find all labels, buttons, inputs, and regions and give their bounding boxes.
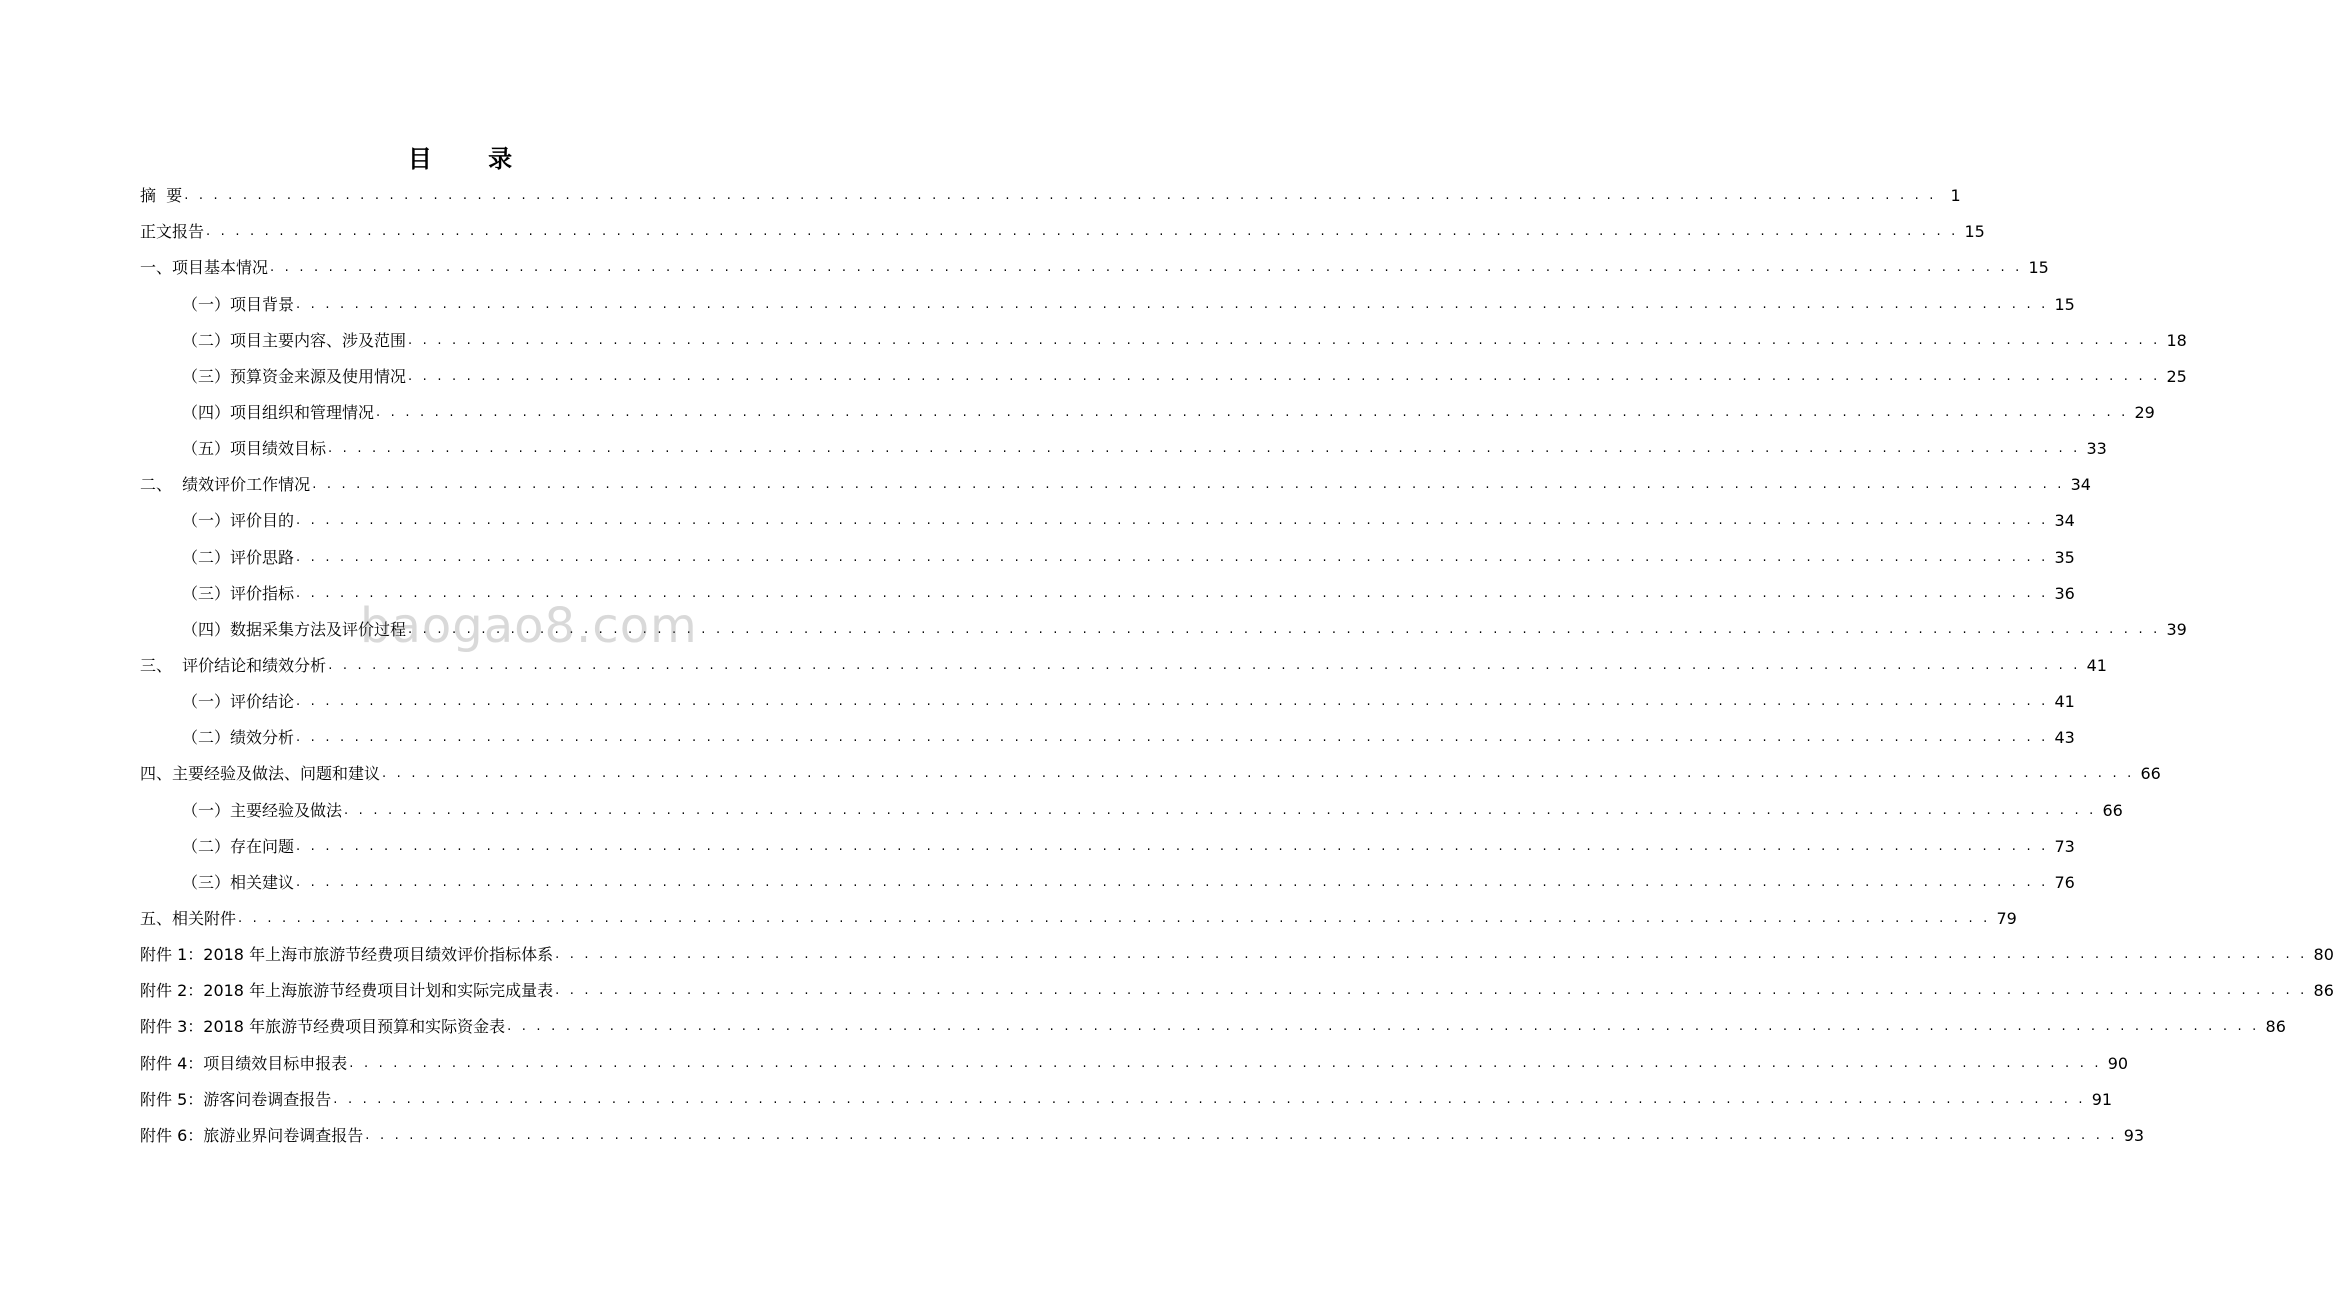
toc-entry[interactable]	[140, 784, 2123, 820]
toc-entry-page-number: 90	[2107, 1053, 2129, 1073]
toc-leader-dots: . . . . . . . . . . . . . . . . . . . . . . . . . . . . . . . . . . . . . . . . . . . . . . . . . . . . . . . . . . . . . . . . . . . . . . . . . . . . . . . . . . . . . . . . . . . . . . . . . . . . . . . . . . . . . . . . . . . . . . . .	[312, 477, 2065, 493]
toc-entry-label: （三）评价指标	[182, 583, 295, 603]
toc-entry-label: （一）项目背景	[182, 294, 295, 314]
toc-entry-label: （四）项目组织和管理情况	[182, 402, 375, 422]
toc-entry-page-number: 80	[2313, 945, 2334, 965]
toc-leader-dots: . . . . . . . . . . . . . . . . . . . . . . . . . . . . . . . . . . . . . . . . . . . . . . . . . . . . . . . . . . . . . . . . . . . . . . . . . . . . . . . . . . . . . . . . . . . . . . . . . . . . . . . . . . . . . . . . . . . . . . . .	[296, 730, 2049, 746]
toc-entry[interactable]	[140, 495, 2075, 531]
toc-entry-label: （二）绩效分析	[182, 728, 295, 748]
toc-leader-dots: . . . . . . . . . . . . . . . . . . . . . . . . . . . . . . . . . . . . . . . . . . . . . . . . . . . . . . . . . . . . . . . . . . . . . . . . . . . . . . . . . . . . . . . . . . . . . . . . . . . . . . . . . . . . . . . . . . . . . . . .	[408, 621, 2161, 637]
toc-entry-page-number: 86	[2265, 1017, 2286, 1037]
toc-entry[interactable]	[140, 1110, 2145, 1146]
toc-entry[interactable]	[140, 459, 2091, 495]
toc-entry-page-number: 1	[1950, 186, 1961, 206]
toc-leader-dots: . . . . . . . . . . . . . . . . . . . . . . . . . . . . . . . . . . . . . . . . . . . . . . . . . . . . . . . . . . . . . . . . . . . . . . . . . . . . . . . . . . . . . . . . . . . . . . . . . . . . . . . . . . . . . . . . . . . . . . . .	[328, 657, 2081, 673]
toc-entry-page-number: 15	[2054, 294, 2075, 314]
toc-entry-page-number: 41	[2086, 655, 2107, 675]
toc-entry[interactable]	[140, 604, 2187, 640]
toc-entry-label: （三）预算资金来源及使用情况	[182, 366, 407, 386]
toc-entry[interactable]	[140, 821, 2075, 857]
toc-entry-page-number: 73	[2054, 836, 2075, 856]
toc-entry[interactable]	[140, 929, 2334, 965]
toc-leader-dots: . . . . . . . . . . . . . . . . . . . . . . . . . . . . . . . . . . . . . . . . . . . . . . . . . . . . . . . . . . . . . . . . . . . . . . . . . . . . . . . . . . . . . . . . . . . . . . . . . . . . . . . . . . . . . . . . . . . . . . . .	[408, 368, 2161, 384]
toc-entry-label: 五、相关附件	[140, 908, 237, 928]
toc-entry[interactable]	[140, 1001, 2286, 1037]
toc-entry-page-number: 93	[2123, 1125, 2145, 1145]
toc-leader-dots: . . . . . . . . . . . . . . . . . . . . . . . . . . . . . . . . . . . . . . . . . . . . . . . . . . . . . . . . . . . . . . . . . . . . . . . . . . . . . . . . . . . . . . . . . . . . . . . . . . . . . . . . . . . . . . . . . . . . . . . .	[238, 910, 1991, 926]
toc-entry-page-number: 76	[2054, 872, 2075, 892]
toc-entry-page-number: 79	[1996, 908, 2017, 928]
toc-leader-dots: . . . . . . . . . . . . . . . . . . . . . . . . . . . . . . . . . . . . . . . . . . . . . . . . . . . . . . . . . . . . . . . . . . . . . . . . . . . . . . . . . . . . . . . . . . . . . . . . . . . . . . . . . . . . . . . . . . . . . . . .	[270, 260, 2023, 276]
toc-entry[interactable]	[140, 278, 2075, 314]
toc-entry[interactable]	[140, 965, 2334, 1001]
toc-leader-dots: . . . . . . . . . . . . . . . . . . . . . . . . . . . . . . . . . . . . . . . . . . . . . . . . . . . . . . . . . . . . . . . . . . . . . . . . . . . . . . . . . . . . . . . . . . . . . . . . . . . . . . . . . . . . . . . . . . . . . . . .	[296, 296, 2049, 312]
toc-entry[interactable]	[140, 640, 2107, 676]
toc-entry[interactable]	[140, 748, 2161, 784]
toc-leader-dots: . . . . . . . . . . . . . . . . . . . . . . . . . . . . . . . . . . . . . . . . . . . . . . . . . . . . . . . . . . . . . . . . . . . . . . . . . . . . . . . . . . . . . . . . . . . . . . . . . . . . . . . . . . . . . . . . . . . . . . . .	[555, 983, 2308, 999]
toc-entry-page-number: 33	[2086, 439, 2107, 459]
toc-entry-label: （二）存在问题	[182, 836, 295, 856]
toc-entry-page-number: 36	[2054, 583, 2075, 603]
toc-entry-label: 附件 6：旅游业界问卷调查报告	[140, 1125, 364, 1145]
toc-leader-dots: . . . . . . . . . . . . . . . . . . . . . . . . . . . . . . . . . . . . . . . . . . . . . . . . . . . . . . . . . . . . . . . . . . . . . . . . . . . . . . . . . . . . . . . . . . . . . . . . . . . . . . . . . . . . . . . . . . . . . . . .	[349, 1055, 2102, 1071]
toc-entry-page-number: 39	[2166, 619, 2187, 639]
toc-leader-dots: . . . . . . . . . . . . . . . . . . . . . . . . . . . . . . . . . . . . . . . . . . . . . . . . . . . . . . . . . . . . . . . . . . . . . . . . . . . . . . . . . . . . . . . . . . . . . . . . . . . . . . . . . . . . . . . . . . . . . . . .	[408, 332, 2161, 348]
toc-leader-dots: . . . . . . . . . . . . . . . . . . . . . . . . . . . . . . . . . . . . . . . . . . . . . . . . . . . . . . . . . . . . . . . . . . . . . . . . . . . . . . . . . . . . . . . . . . . . . . . . . . . . . . . . . . . . . . . . . . . . . . . .	[507, 1019, 2260, 1035]
table-of-contents	[140, 170, 2334, 1146]
toc-entry-label: （二）评价思路	[182, 547, 295, 567]
toc-entry-page-number: 34	[2070, 475, 2091, 495]
toc-entry[interactable]	[140, 423, 2107, 459]
toc-leader-dots: . . . . . . . . . . . . . . . . . . . . . . . . . . . . . . . . . . . . . . . . . . . . . . . . . . . . . . . . . . . . . . . . . . . . . . . . . . . . . . . . . . . . . . . . . . . . . . . . . . . . . . . . . . . . . . . . . . . . . . . .	[382, 766, 2135, 782]
toc-entry-page-number: 66	[2140, 764, 2161, 784]
toc-leader-dots: . . . . . . . . . . . . . . . . . . . . . . . . . . . . . . . . . . . . . . . . . . . . . . . . . . . . . . . . . . . . . . . . . . . . . . . . . . . . . . . . . . . . . . . . . . . . . . . . . . . . . . . . . . . . . . . . . . . . . . . .	[296, 694, 2049, 710]
toc-entry-page-number: 91	[2091, 1089, 2113, 1109]
toc-entry-label: 二、 绩效评价工作情况	[140, 475, 311, 495]
toc-entry-label: 三、 评价结论和绩效分析	[140, 655, 327, 675]
toc-entry-page-number: 15	[1964, 222, 1985, 242]
toc-entry-label: 附件 1：2018 年上海市旅游节经费项目绩效评价指标体系	[140, 945, 554, 965]
toc-leader-dots: . . . . . . . . . . . . . . . . . . . . . . . . . . . . . . . . . . . . . . . . . . . . . . . . . . . . . . . . . . . . . . . . . . . . . . . . . . . . . . . . . . . . . . . . . . . . . . . . . . . . . . . . . . . . . . . . . . . . . . . .	[555, 947, 2308, 963]
toc-entry[interactable]	[140, 857, 2075, 893]
toc-entry[interactable]	[140, 387, 2155, 423]
toc-leader-dots: . . . . . . . . . . . . . . . . . . . . . . . . . . . . . . . . . . . . . . . . . . . . . . . . . . . . . . . . . . . . . . . . . . . . . . . . . . . . . . . . . . . . . . . . . . . . . . . . . . . . . . . . . . . . . . . . . . . . . . . .	[296, 549, 2049, 565]
toc-entry[interactable]	[140, 1037, 2129, 1073]
toc-entry-label: 附件 3：2018 年旅游节经费项目预算和实际资金表	[140, 1017, 506, 1037]
watermark: baogao8.com	[360, 598, 698, 654]
toc-leader-dots: . . . . . . . . . . . . . . . . . . . . . . . . . . . . . . . . . . . . . . . . . . . . . . . . . . . . . . . . . . . . . . . . . . . . . . . . . . . . . . . . . . . . . . . . . . . . . . . . . . . . . . . . . . . . . . . . . . . . . . . .	[328, 441, 2081, 457]
toc-entry-label: 附件 2：2018 年上海旅游节经费项目计划和实际完成量表	[140, 981, 554, 1001]
toc-entry-page-number: 18	[2166, 330, 2187, 350]
toc-entry-page-number: 25	[2166, 366, 2187, 386]
toc-leader-dots: . . . . . . . . . . . . . . . . . . . . . . . . . . . . . . . . . . . . . . . . . . . . . . . . . . . . . . . . . . . . . . . . . . . . . . . . . . . . . . . . . . . . . . . . . . . . . . . . . . . . . . . . . . . . . . . . . . . . . . . .	[296, 874, 2049, 890]
toc-leader-dots: . . . . . . . . . . . . . . . . . . . . . . . . . . . . . . . . . . . . . . . . . . . . . . . . . . . . . . . . . . . . . . . . . . . . . . . . . . . . . . . . . . . . . . . . . . . . . . . . . . . . . . . . . . . . . . . . . . . . . . . .	[296, 513, 2049, 529]
toc-entry-label: （一）评价目的	[182, 511, 295, 531]
toc-leader-dots: . . . . . . . . . . . . . . . . . . . . . . . . . . . . . . . . . . . . . . . . . . . . . . . . . . . . . . . . . . . . . . . . . . . . . . . . . . . . . . . . . . . . . . . . . . . . . . . . . . . . . . . . . . . . . . . . . . . . . . . .	[206, 224, 1959, 240]
toc-entry-label: 附件 5：游客问卷调查报告	[140, 1089, 332, 1109]
toc-entry-label: （五）项目绩效目标	[182, 439, 327, 459]
toc-leader-dots: . . . . . . . . . . . . . . . . . . . . . . . . . . . . . . . . . . . . . . . . . . . . . . . . . . . . . . . . . . . . . . . . . . . . . . . . . . . . . . . . . . . . . . . . . . . . . . . . . . . . . . . . . . . . . . . . . . . . . . . .	[365, 1127, 2118, 1143]
toc-entry-page-number: 35	[2054, 547, 2075, 567]
toc-entry-page-number: 66	[2102, 800, 2123, 820]
toc-leader-dots: . . . . . . . . . . . . . . . . . . . . . . . . . . . . . . . . . . . . . . . . . . . . . . . . . . . . . . . . . . . . . . . . . . . . . . . . . . . . . . . . . . . . . . . . . . . . . . . . . . . . . . . . . . . . . . . . . . . . . . . .	[296, 585, 2049, 601]
toc-entry-label: 附件 4：项目绩效目标申报表	[140, 1053, 348, 1073]
toc-entry-label: （四）数据采集方法及评价过程	[182, 619, 407, 639]
toc-entry-label: 正文报告	[140, 222, 205, 242]
toc-leader-dots: . . . . . . . . . . . . . . . . . . . . . . . . . . . . . . . . . . . . . . . . . . . . . . . . . . . . . . . . . . . . . . . . . . . . . . . . . . . . . . . . . . . . . . . . . . . . . . . . . . . . . . . . . . . . . . . . . . . . . . . .	[344, 802, 2097, 818]
toc-entry-page-number: 29	[2134, 402, 2155, 422]
toc-entry-label: （一）主要经验及做法	[182, 800, 343, 820]
toc-entry[interactable]	[140, 351, 2187, 387]
toc-entry-label: （三）相关建议	[182, 872, 295, 892]
toc-entry[interactable]	[140, 1074, 2113, 1110]
toc-entry[interactable]	[140, 531, 2075, 567]
toc-entry[interactable]	[140, 676, 2075, 712]
page-title: 目 录	[407, 144, 537, 173]
toc-entry[interactable]	[140, 568, 2075, 604]
toc-entry-page-number: 34	[2054, 511, 2075, 531]
toc-leader-dots: . . . . . . . . . . . . . . . . . . . . . . . . . . . . . . . . . . . . . . . . . . . . . . . . . . . . . . . . . . . . . . . . . . . . . . . . . . . . . . . . . . . . . . . . . . . . . . . . . . . . . . . . . . . . . . . . . . . . . . . .	[376, 404, 2129, 420]
toc-entry-label: （二）项目主要内容、涉及范围	[182, 330, 407, 350]
toc-entry-label: 一、项目基本情况	[140, 258, 269, 278]
toc-leader-dots: . . . . . . . . . . . . . . . . . . . . . . . . . . . . . . . . . . . . . . . . . . . . . . . . . . . . . . . . . . . . . . . . . . . . . . . . . . . . . . . . . . . . . . . . . . . . . . . . . . . . . . . . . . . . . . . . . . . . . . . .	[333, 1091, 2086, 1107]
toc-entry[interactable]	[140, 893, 2017, 929]
toc-entry[interactable]	[140, 315, 2187, 351]
toc-entry[interactable]	[140, 712, 2075, 748]
toc-entry-label: 四、主要经验及做法、问题和建议	[140, 764, 381, 784]
toc-entry[interactable]	[140, 170, 1961, 206]
toc-entry-page-number: 43	[2054, 728, 2075, 748]
toc-entry[interactable]	[140, 242, 2049, 278]
toc-entry-page-number: 86	[2313, 981, 2334, 1001]
toc-entry-page-number: 15	[2028, 258, 2049, 278]
toc-entry-page-number: 41	[2054, 692, 2075, 712]
toc-leader-dots: . . . . . . . . . . . . . . . . . . . . . . . . . . . . . . . . . . . . . . . . . . . . . . . . . . . . . . . . . . . . . . . . . . . . . . . . . . . . . . . . . . . . . . . . . . . . . . . . . . . . . . . . . . . . . . . . . . . . . . . .	[184, 188, 1937, 204]
toc-entry[interactable]	[140, 206, 1985, 242]
toc-entry-label: 摘 要	[140, 186, 183, 206]
toc-leader-dots: . . . . . . . . . . . . . . . . . . . . . . . . . . . . . . . . . . . . . . . . . . . . . . . . . . . . . . . . . . . . . . . . . . . . . . . . . . . . . . . . . . . . . . . . . . . . . . . . . . . . . . . . . . . . . . . . . . . . . . . .	[296, 838, 2049, 854]
toc-entry-label: （一）评价结论	[182, 692, 295, 712]
